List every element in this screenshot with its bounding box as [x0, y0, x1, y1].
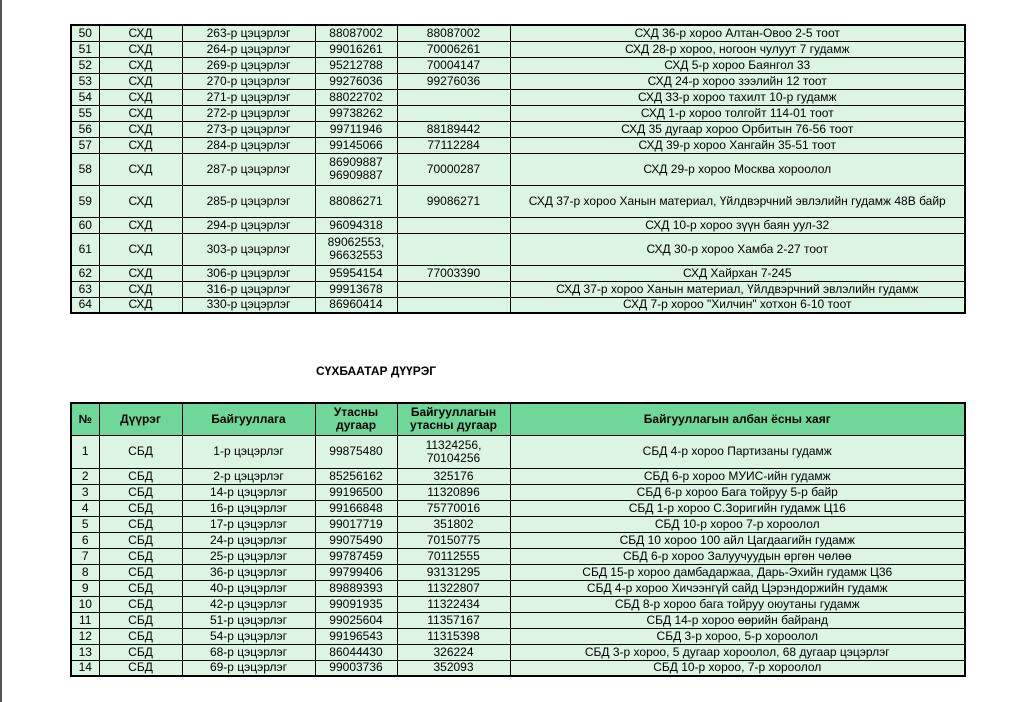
cell-organization: 16-р цэцэрлэг — [182, 500, 315, 516]
cell-district: СХД — [99, 297, 182, 313]
cell-address: СБД 10 хороо 100 айл Цагдаагийн гудамж — [510, 532, 965, 548]
cell-organization: 316-р цэцэрлэг — [182, 281, 315, 297]
cell-number: 5 — [71, 516, 99, 532]
cell-address: СХД 7-р хороо "Хилчин" хотхон 6-10 тоот — [510, 297, 965, 313]
cell-district: СБД — [99, 660, 182, 676]
cell-org-phone: 70112555 — [397, 548, 510, 564]
cell-organization: 2-р цэцэрлэг — [182, 468, 315, 484]
cell-phone: 85256162 — [315, 468, 397, 484]
cell-org-phone: 11324256, 70104256 — [397, 435, 510, 468]
cell-org-phone — [397, 217, 510, 233]
cell-organization: 284-р цэцэрлэг — [182, 137, 315, 153]
cell-district: СХД — [99, 153, 182, 185]
cell-district: СХД — [99, 137, 182, 153]
cell-address: СХД 1-р хороо толгойт 114-01 тоот — [510, 105, 965, 121]
table-row — [71, 153, 965, 185]
district-table-shd — [70, 24, 966, 314]
cell-number: 59 — [71, 185, 99, 217]
cell-number: 1 — [71, 435, 99, 468]
cell-organization: 294-р цэцэрлэг — [182, 217, 315, 233]
cell-address: СБД 6-р хороо МУИС-ийн гудамж — [510, 468, 965, 484]
cell-district: СБД — [99, 516, 182, 532]
cell-org-phone: 75770016 — [397, 500, 510, 516]
cell-organization: 272-р цэцэрлэг — [182, 105, 315, 121]
cell-phone: 89889393 — [315, 580, 397, 596]
table-row — [71, 596, 965, 612]
header-number: № — [71, 403, 99, 435]
cell-district: СХД — [99, 265, 182, 281]
cell-number: 51 — [71, 41, 99, 57]
cell-organization: 273-р цэцэрлэг — [182, 121, 315, 137]
table-body-sbd — [71, 435, 965, 676]
cell-address: СБД 6-р хороо Бага тойруу 5-р байр — [510, 484, 965, 500]
cell-number: 12 — [71, 628, 99, 644]
table-row — [71, 644, 965, 660]
cell-number: 54 — [71, 89, 99, 105]
cell-district: СБД — [99, 435, 182, 468]
table-row — [71, 660, 965, 676]
header-organization: Байгууллага — [182, 403, 315, 435]
table-row — [71, 57, 965, 73]
table-row — [71, 265, 965, 281]
cell-org-phone: 77112284 — [397, 137, 510, 153]
cell-organization: 14-р цэцэрлэг — [182, 484, 315, 500]
header-address: Байгууллагын албан ёсны хаяг — [510, 403, 965, 435]
cell-org-phone: 351802 — [397, 516, 510, 532]
cell-org-phone: 77003390 — [397, 265, 510, 281]
cell-phone: 99166848 — [315, 500, 397, 516]
cell-address: СХД 39-р хороо Хангайн 35-51 тоот — [510, 137, 965, 153]
cell-phone: 88022702 — [315, 89, 397, 105]
cell-phone: 86960414 — [315, 297, 397, 313]
cell-address: СХД 37-р хороо Ханын материал, Үйлдвэрчний эвлэлийн гудамж — [510, 281, 965, 297]
cell-org-phone: 11322434 — [397, 596, 510, 612]
cell-number: 11 — [71, 612, 99, 628]
cell-org-phone: 99276036 — [397, 73, 510, 89]
cell-org-phone — [397, 233, 510, 265]
cell-number: 4 — [71, 500, 99, 516]
cell-address: СХД 24-р хороо зээлийн 12 тоот — [510, 73, 965, 89]
table-row — [71, 25, 965, 41]
cell-phone: 88086271 — [315, 185, 397, 217]
cell-org-phone: 99086271 — [397, 185, 510, 217]
table-row — [71, 532, 965, 548]
cell-district: СБД — [99, 644, 182, 660]
table-row — [71, 580, 965, 596]
cell-phone: 99075490 — [315, 532, 397, 548]
cell-district: СХД — [99, 233, 182, 265]
cell-district: СБД — [99, 580, 182, 596]
cell-address: СБД 14-р хороо өөрийн байранд — [510, 612, 965, 628]
cell-address: СБД 1-р хороо С.Зоригийн гудамж Ц16 — [510, 500, 965, 516]
cell-phone: 99091935 — [315, 596, 397, 612]
cell-org-phone: 70000287 — [397, 153, 510, 185]
cell-phone: 99003736 — [315, 660, 397, 676]
header-phone: Утасны дугаар — [315, 403, 397, 435]
cell-organization: 36-р цэцэрлэг — [182, 564, 315, 580]
table-row — [71, 281, 965, 297]
cell-org-phone: 88087002 — [397, 25, 510, 41]
cell-organization: 25-р цэцэрлэг — [182, 548, 315, 564]
cell-phone: 99145066 — [315, 137, 397, 153]
cell-phone: 99711946 — [315, 121, 397, 137]
cell-address: СХД Хайрхан 7-245 — [510, 265, 965, 281]
cell-district: СХД — [99, 105, 182, 121]
cell-org-phone: 11315398 — [397, 628, 510, 644]
table-body-shd — [71, 25, 965, 313]
cell-address: СХД 5-р хороо Баянгол 33 — [510, 57, 965, 73]
cell-number: 3 — [71, 484, 99, 500]
cell-address: СБД 15-р хороо дамбадаржаа, Дарь-Эхийн гудамж Ц36 — [510, 564, 965, 580]
cell-address: СБД 4-р хороо Хичээнгүй сайд Цэрэндоржийн гудамж — [510, 580, 965, 596]
cell-district: СБД — [99, 500, 182, 516]
table-row — [71, 121, 965, 137]
cell-district: СХД — [99, 73, 182, 89]
cell-org-phone: 70150775 — [397, 532, 510, 548]
cell-org-phone — [397, 297, 510, 313]
table-header-sbd — [71, 403, 965, 435]
cell-number: 14 — [71, 660, 99, 676]
cell-organization: 42-р цэцэрлэг — [182, 596, 315, 612]
cell-number: 50 — [71, 25, 99, 41]
district-table-sbd — [70, 402, 966, 677]
cell-organization: 269-р цэцэрлэг — [182, 57, 315, 73]
cell-organization: 264-р цэцэрлэг — [182, 41, 315, 57]
cell-number: 62 — [71, 265, 99, 281]
page-edge-line — [0, 0, 2, 702]
cell-phone: 99196543 — [315, 628, 397, 644]
cell-phone: 99016261 — [315, 41, 397, 57]
cell-phone: 99913678 — [315, 281, 397, 297]
table-row — [71, 217, 965, 233]
cell-organization: 24-р цэцэрлэг — [182, 532, 315, 548]
cell-organization: 306-р цэцэрлэг — [182, 265, 315, 281]
cell-address: СБД 8-р хороо бага тойруу оюутаны гудамж — [510, 596, 965, 612]
cell-phone: 99276036 — [315, 73, 397, 89]
cell-district: СХД — [99, 89, 182, 105]
table-row — [71, 500, 965, 516]
cell-district: СХД — [99, 121, 182, 137]
table-row — [71, 484, 965, 500]
cell-district: СХД — [99, 217, 182, 233]
table-row — [71, 73, 965, 89]
cell-number: 10 — [71, 596, 99, 612]
cell-phone: 99799406 — [315, 564, 397, 580]
cell-phone: 99196500 — [315, 484, 397, 500]
table-row — [71, 612, 965, 628]
cell-org-phone: 93131295 — [397, 564, 510, 580]
cell-district: СБД — [99, 564, 182, 580]
cell-org-phone: 352093 — [397, 660, 510, 676]
cell-phone: 99025604 — [315, 612, 397, 628]
table-row — [71, 41, 965, 57]
cell-organization: 40-р цэцэрлэг — [182, 580, 315, 596]
cell-phone: 95212788 — [315, 57, 397, 73]
cell-district: СХД — [99, 41, 182, 57]
cell-number: 2 — [71, 468, 99, 484]
cell-address: СХД 37-р хороо Ханын материал, Үйлдвэрчний эвлэлийн гудамж 48В байр — [510, 185, 965, 217]
cell-address: СБД 10-р хороо 7-р хороолол — [510, 516, 965, 532]
cell-address: СХД 30-р хороо Хамба 2-27 тоот — [510, 233, 965, 265]
cell-organization: 287-р цэцэрлэг — [182, 153, 315, 185]
cell-number: 58 — [71, 153, 99, 185]
cell-phone: 99787459 — [315, 548, 397, 564]
cell-district: СБД — [99, 532, 182, 548]
header-district: Дүүрэг — [99, 403, 182, 435]
cell-address: СБД 10-р хороо, 7-р хороолол — [510, 660, 965, 676]
cell-org-phone: 326224 — [397, 644, 510, 660]
cell-org-phone — [397, 89, 510, 105]
cell-organization: 271-р цэцэрлэг — [182, 89, 315, 105]
cell-phone: 96094318 — [315, 217, 397, 233]
cell-number: 53 — [71, 73, 99, 89]
cell-district: СХД — [99, 57, 182, 73]
cell-phone: 88087002 — [315, 25, 397, 41]
cell-district: СБД — [99, 596, 182, 612]
cell-address: СХД 28-р хороо, ногоон чулуут 7 гудамж — [510, 41, 965, 57]
cell-number: 7 — [71, 548, 99, 564]
cell-phone: 89062553, 96632553 — [315, 233, 397, 265]
cell-phone: 95954154 — [315, 265, 397, 281]
cell-organization: 285-р цэцэрлэг — [182, 185, 315, 217]
table-row — [71, 297, 965, 313]
cell-address: СХД 35 дугаар хороо Орбитын 76-56 тоот — [510, 121, 965, 137]
table-row — [71, 105, 965, 121]
cell-district: СХД — [99, 281, 182, 297]
cell-phone: 99875480 — [315, 435, 397, 468]
cell-address: СХД 10-р хороо зүүн баян уул-32 — [510, 217, 965, 233]
header-row — [71, 403, 965, 435]
cell-phone: 86909887 96909887 — [315, 153, 397, 185]
cell-phone: 99738262 — [315, 105, 397, 121]
cell-number: 61 — [71, 233, 99, 265]
table-row — [71, 137, 965, 153]
cell-organization: 1-р цэцэрлэг — [182, 435, 315, 468]
cell-district: СБД — [99, 628, 182, 644]
cell-number: 56 — [71, 121, 99, 137]
cell-organization: 68-р цэцэрлэг — [182, 644, 315, 660]
cell-district: СБД — [99, 548, 182, 564]
cell-org-phone: 11320896 — [397, 484, 510, 500]
table-row — [71, 435, 965, 468]
cell-organization: 69-р цэцэрлэг — [182, 660, 315, 676]
cell-org-phone: 70004147 — [397, 57, 510, 73]
cell-org-phone: 70006261 — [397, 41, 510, 57]
cell-number: 57 — [71, 137, 99, 153]
table-row — [71, 548, 965, 564]
cell-address: СХД 33-р хороо тахилт 10-р гудамж — [510, 89, 965, 105]
cell-org-phone: 325176 — [397, 468, 510, 484]
table-row — [71, 564, 965, 580]
cell-address: СХД 29-р хороо Москва хороолол — [510, 153, 965, 185]
cell-number: 63 — [71, 281, 99, 297]
cell-organization: 263-р цэцэрлэг — [182, 25, 315, 41]
cell-phone: 86044430 — [315, 644, 397, 660]
cell-number: 9 — [71, 580, 99, 596]
section-title-sbd: СҮХБААТАР ДҮҮРЭГ — [316, 364, 437, 378]
cell-district: СБД — [99, 468, 182, 484]
cell-org-phone — [397, 105, 510, 121]
table-row — [71, 89, 965, 105]
cell-organization: 270-р цэцэрлэг — [182, 73, 315, 89]
table-row — [71, 185, 965, 217]
cell-address: СБД 6-р хороо Залуучуудын өргөн чөлөө — [510, 548, 965, 564]
cell-org-phone — [397, 281, 510, 297]
cell-organization: 17-р цэцэрлэг — [182, 516, 315, 532]
cell-number: 64 — [71, 297, 99, 313]
cell-district: СХД — [99, 25, 182, 41]
cell-address: СБД 4-р хороо Партизаны гудамж — [510, 435, 965, 468]
table-row — [71, 628, 965, 644]
cell-district: СХД — [99, 185, 182, 217]
cell-district: СБД — [99, 484, 182, 500]
cell-organization: 330-р цэцэрлэг — [182, 297, 315, 313]
cell-number: 6 — [71, 532, 99, 548]
cell-number: 8 — [71, 564, 99, 580]
table-row — [71, 516, 965, 532]
cell-district: СБД — [99, 612, 182, 628]
cell-organization: 303-р цэцэрлэг — [182, 233, 315, 265]
cell-organization: 54-р цэцэрлэг — [182, 628, 315, 644]
table-row — [71, 233, 965, 265]
header-org-phone: Байгууллагын утасны дугаар — [397, 403, 510, 435]
table-row — [71, 468, 965, 484]
cell-phone: 99017719 — [315, 516, 397, 532]
cell-address: СБД 3-р хороо, 5-р хороолол — [510, 628, 965, 644]
cell-organization: 51-р цэцэрлэг — [182, 612, 315, 628]
cell-number: 52 — [71, 57, 99, 73]
cell-org-phone: 88189442 — [397, 121, 510, 137]
cell-address: СХД 36-р хороо Алтан-Овоо 2-5 тоот — [510, 25, 965, 41]
cell-org-phone: 11357167 — [397, 612, 510, 628]
cell-number: 55 — [71, 105, 99, 121]
cell-number: 60 — [71, 217, 99, 233]
cell-org-phone: 11322807 — [397, 580, 510, 596]
cell-number: 13 — [71, 644, 99, 660]
cell-address: СБД 3-р хороо, 5 дугаар хороолол, 68 дугаар цэцэрлэг — [510, 644, 965, 660]
